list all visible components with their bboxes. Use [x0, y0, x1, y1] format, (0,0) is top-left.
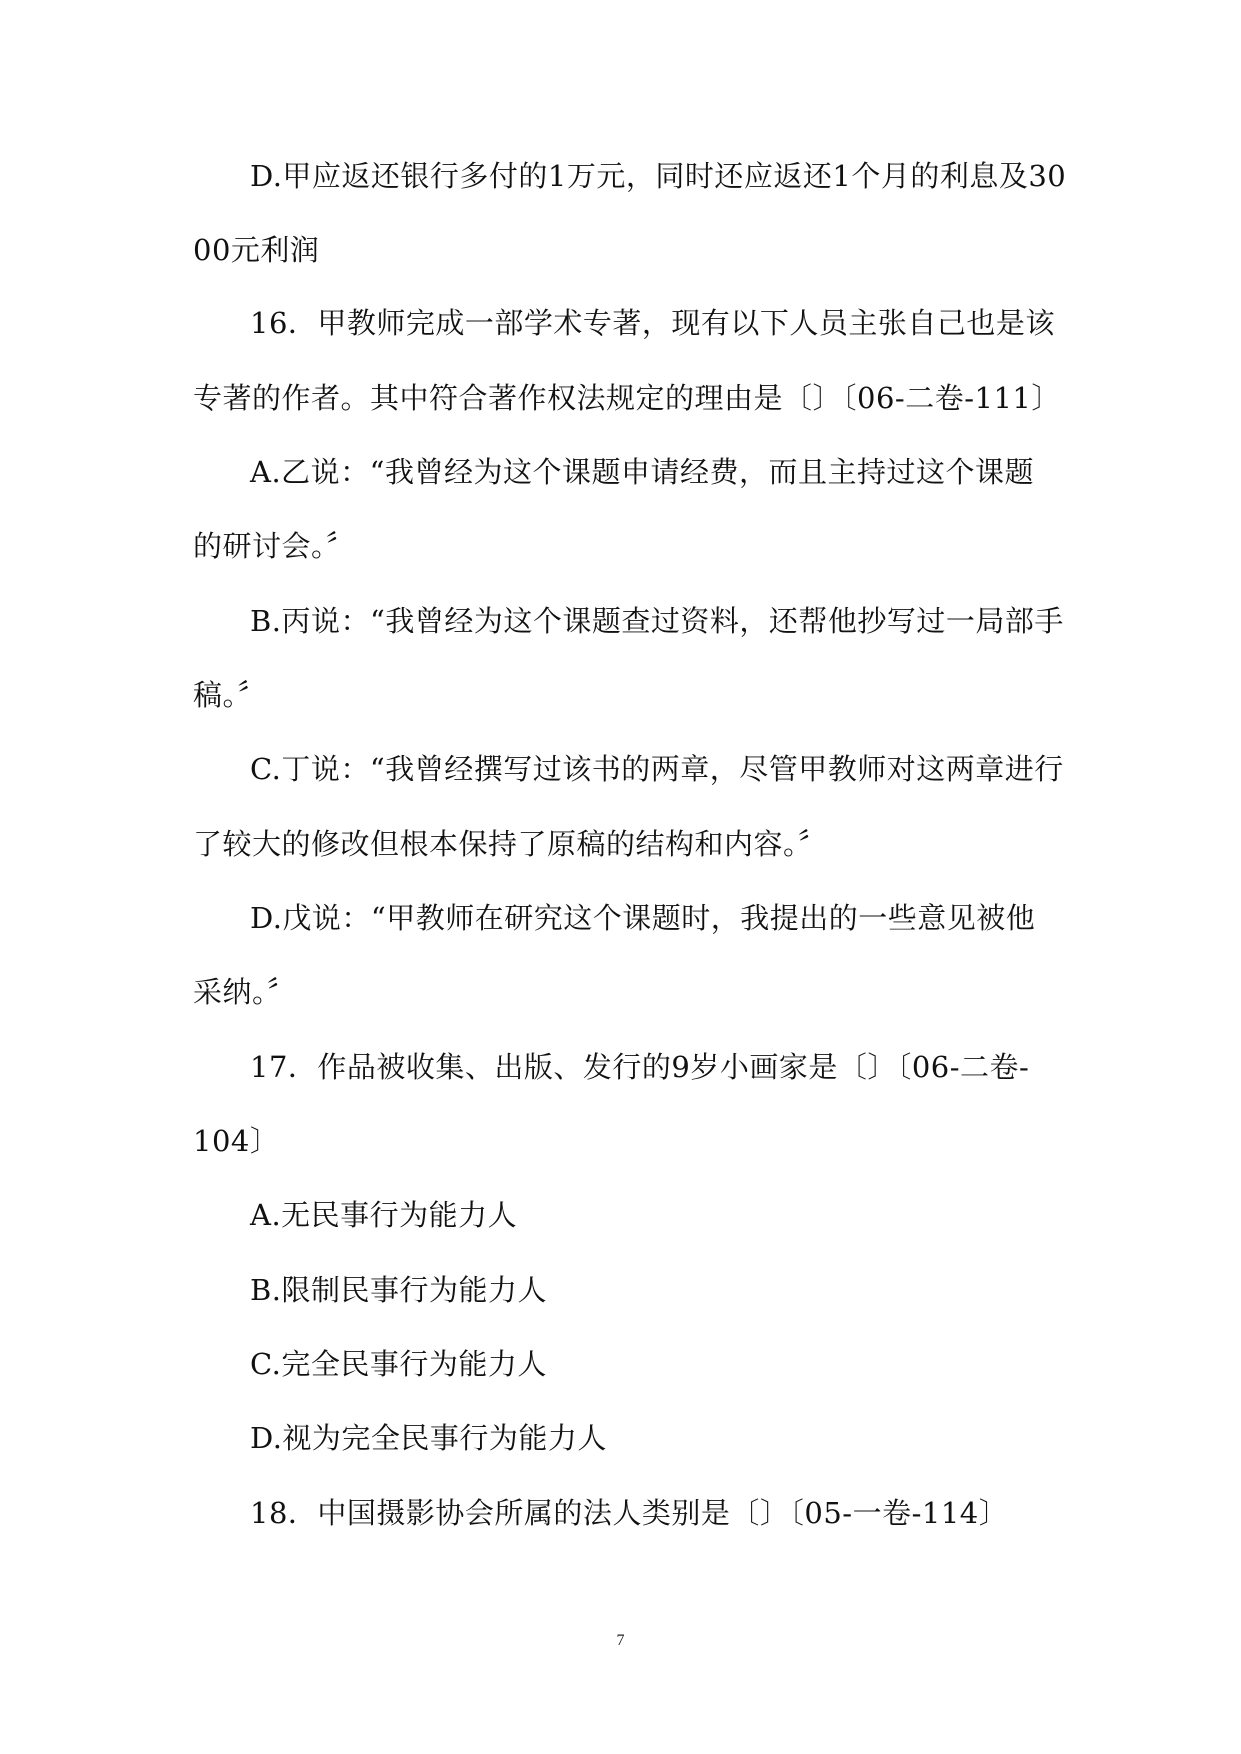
option-16-b-line-2: 稿。〞	[193, 678, 268, 712]
question-16-line-2: 专著的作者。其中符合著作权法规定的理由是〔〕〔06-二卷-111〕	[193, 381, 1061, 415]
page-number: 7	[616, 1632, 625, 1649]
option-16-c-line-2: 了较大的修改但根本保持了原稿的结构和内容。〞	[193, 827, 828, 861]
option-16-d-line-1: D.戊说：“甲教师在研究这个课题时，我提出的一些意见被他	[250, 901, 1036, 935]
option-16-a-line-1: A.乙说：“我曾经为这个课题申请经费，而且主持过这个课题	[250, 455, 1034, 489]
option-16-d-line-2: 采纳。〞	[193, 975, 297, 1009]
option-17-c: C.完全民事行为能力人	[250, 1347, 547, 1381]
option-16-b-line-1: B.丙说：“我曾经为这个课题查过资料，还帮他抄写过一局部手	[250, 604, 1064, 638]
option-17-b: B.限制民事行为能力人	[250, 1273, 548, 1307]
option-17-d: D.视为完全民事行为能力人	[250, 1421, 607, 1455]
question-17-line-2: 104〕	[193, 1124, 280, 1158]
option-15-d-line-1: D.甲应返还银行多付的1万元，同时还应返还1个月的利息及30	[250, 159, 1067, 193]
option-16-a-line-2: 的研讨会。〞	[193, 529, 356, 563]
option-16-c-line-1: C.丁说：“我曾经撰写过该书的两章，尽管甲教师对这两章进行	[250, 752, 1064, 786]
question-17-line-1: 17．作品被收集、出版、发行的9岁小画家是〔〕〔06-二卷-	[250, 1050, 1030, 1084]
question-18: 18．中国摄影协会所属的法人类别是〔〕〔05-一卷-114〕	[250, 1496, 1009, 1530]
option-15-d-line-2: 00元利润	[193, 233, 320, 267]
question-16-line-1: 16．甲教师完成一部学术专著，现有以下人员主张自己也是该	[250, 306, 1055, 340]
option-17-a: A.无民事行为能力人	[250, 1198, 518, 1232]
